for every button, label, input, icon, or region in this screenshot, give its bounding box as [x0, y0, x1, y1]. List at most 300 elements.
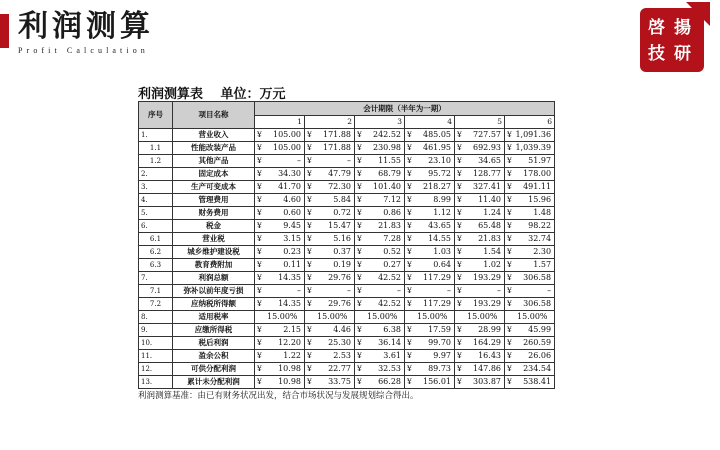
value-number: 306.58 — [523, 299, 552, 308]
table-row — [139, 298, 555, 311]
currency-symbol: ¥ — [307, 286, 312, 295]
currency-symbol: ¥ — [407, 273, 412, 282]
value-number: 72.30 — [328, 182, 351, 191]
currency-symbol: ¥ — [257, 325, 262, 334]
currency-symbol: ¥ — [257, 351, 262, 360]
currency-symbol: ¥ — [507, 260, 512, 269]
value-number: 0.52 — [383, 247, 401, 256]
value-cell — [455, 350, 505, 363]
value-number: 14.35 — [278, 273, 301, 282]
value-number: 193.29 — [473, 273, 501, 282]
table-body — [139, 129, 555, 389]
page-title: 利润测算 — [18, 9, 154, 44]
value-number: 26.06 — [528, 351, 552, 360]
value-cell — [455, 194, 505, 207]
value-cell — [505, 324, 555, 337]
currency-symbol: ¥ — [407, 208, 412, 217]
currency-symbol: ¥ — [457, 130, 462, 139]
value-number: 306.58 — [523, 273, 552, 282]
currency-symbol: ¥ — [457, 325, 462, 334]
value-number: 2.30 — [533, 247, 552, 256]
row-item-name: 盈余公积 — [173, 350, 255, 363]
currency-symbol: ¥ — [407, 364, 412, 373]
currency-symbol: ¥ — [257, 260, 262, 269]
table-row — [139, 285, 555, 298]
value-cell — [505, 155, 555, 168]
value-cell — [405, 168, 455, 181]
rate-cell: 15.00% — [405, 311, 455, 324]
currency-symbol: ¥ — [507, 195, 512, 204]
row-item-name: 固定成本 — [173, 168, 255, 181]
row-number: 1.2 — [139, 155, 173, 168]
value-cell — [405, 181, 455, 194]
currency-symbol: ¥ — [357, 273, 362, 282]
value-cell — [305, 220, 355, 233]
profit-table-container — [138, 101, 554, 389]
value-cell — [355, 298, 405, 311]
value-number: 7.12 — [383, 195, 401, 204]
value-number: 32.53 — [378, 364, 401, 373]
value-cell — [355, 181, 405, 194]
value-number: 42.52 — [378, 299, 401, 308]
value-number: 1,039.39 — [515, 143, 552, 152]
value-cell — [505, 194, 555, 207]
currency-symbol: ¥ — [357, 143, 362, 152]
value-number: – — [497, 286, 501, 295]
value-number: 15.96 — [528, 195, 552, 204]
currency-symbol: ¥ — [307, 208, 312, 217]
currency-symbol: ¥ — [307, 130, 312, 139]
table-row — [139, 246, 555, 259]
currency-symbol: ¥ — [357, 156, 362, 165]
value-number: 0.60 — [283, 208, 301, 217]
rate-cell: 15.00% — [455, 311, 505, 324]
currency-symbol: ¥ — [357, 247, 362, 256]
value-number: 156.01 — [423, 377, 451, 386]
row-number: 6.2 — [139, 246, 173, 259]
table-row — [139, 259, 555, 272]
value-number: 28.99 — [478, 325, 501, 334]
currency-symbol: ¥ — [357, 299, 362, 308]
value-number: 9.45 — [283, 221, 301, 230]
value-number: 10.98 — [278, 377, 301, 386]
row-number: 1. — [139, 129, 173, 142]
currency-symbol: ¥ — [407, 182, 412, 191]
value-number: 9.97 — [433, 351, 451, 360]
value-cell — [455, 363, 505, 376]
value-number: 128.77 — [473, 169, 501, 178]
value-number: 16.43 — [478, 351, 501, 360]
value-number: 117.29 — [423, 299, 451, 308]
currency-symbol: ¥ — [457, 234, 462, 243]
row-number: 3. — [139, 181, 173, 194]
value-cell — [405, 142, 455, 155]
currency-symbol: ¥ — [507, 221, 512, 230]
value-cell — [455, 142, 505, 155]
row-number: 7. — [139, 272, 173, 285]
value-number: 171.88 — [323, 130, 351, 139]
value-number: 171.88 — [323, 143, 351, 152]
value-cell — [305, 350, 355, 363]
currency-symbol: ¥ — [257, 182, 262, 191]
value-number: 1.22 — [283, 351, 301, 360]
currency-symbol: ¥ — [457, 273, 462, 282]
value-cell — [405, 324, 455, 337]
value-cell — [305, 194, 355, 207]
value-cell — [405, 350, 455, 363]
value-cell — [255, 142, 305, 155]
row-item-name: 营业税 — [173, 233, 255, 246]
value-cell — [405, 376, 455, 389]
row-number: 6. — [139, 220, 173, 233]
value-number: 6.38 — [383, 325, 401, 334]
currency-symbol: ¥ — [507, 325, 512, 334]
currency-symbol: ¥ — [257, 377, 262, 386]
currency-symbol: ¥ — [357, 260, 362, 269]
value-number: 491.11 — [523, 182, 552, 191]
row-item-name: 教育费附加 — [173, 259, 255, 272]
value-cell — [405, 233, 455, 246]
row-number: 10. — [139, 337, 173, 350]
currency-symbol: ¥ — [357, 208, 362, 217]
currency-symbol: ¥ — [457, 260, 462, 269]
table-row — [139, 350, 555, 363]
value-number: 34.65 — [478, 156, 501, 165]
logo-char: 技 — [648, 44, 665, 64]
value-cell — [455, 285, 505, 298]
value-number: 485.05 — [423, 130, 451, 139]
currency-symbol: ¥ — [307, 299, 312, 308]
value-number: 2.15 — [283, 325, 301, 334]
currency-symbol: ¥ — [357, 338, 362, 347]
value-number: – — [547, 286, 552, 295]
table-row — [139, 376, 555, 389]
value-number: 147.86 — [473, 364, 501, 373]
currency-symbol: ¥ — [307, 364, 312, 373]
table-row — [139, 194, 555, 207]
value-cell — [355, 324, 405, 337]
value-cell — [355, 376, 405, 389]
table-row — [139, 142, 555, 155]
currency-symbol: ¥ — [357, 364, 362, 373]
value-number: 21.83 — [378, 221, 401, 230]
value-cell — [255, 194, 305, 207]
currency-symbol: ¥ — [457, 286, 462, 295]
value-cell — [355, 337, 405, 350]
table-row — [139, 272, 555, 285]
table-row — [139, 220, 555, 233]
value-cell — [455, 155, 505, 168]
currency-symbol: ¥ — [407, 130, 412, 139]
value-cell — [305, 298, 355, 311]
value-cell — [355, 142, 405, 155]
value-cell — [505, 233, 555, 246]
rate-cell: 15.00% — [505, 311, 555, 324]
value-cell — [355, 194, 405, 207]
currency-symbol: ¥ — [407, 299, 412, 308]
value-cell — [405, 129, 455, 142]
currency-symbol: ¥ — [407, 156, 412, 165]
value-cell — [255, 233, 305, 246]
value-cell — [255, 207, 305, 220]
currency-symbol: ¥ — [507, 377, 512, 386]
value-number: 12.20 — [278, 338, 301, 347]
row-number: 5. — [139, 207, 173, 220]
value-number: 47.79 — [328, 169, 351, 178]
value-number: 234.54 — [523, 364, 552, 373]
table-row — [139, 311, 555, 324]
value-number: 0.37 — [333, 247, 351, 256]
page-subtitle: Profit Calculation — [18, 46, 149, 55]
value-cell — [405, 155, 455, 168]
row-number: 11. — [139, 350, 173, 363]
currency-symbol: ¥ — [407, 195, 412, 204]
currency-symbol: ¥ — [307, 195, 312, 204]
row-number: 6.1 — [139, 233, 173, 246]
value-cell — [455, 246, 505, 259]
currency-symbol: ¥ — [257, 130, 262, 139]
value-number: – — [447, 286, 451, 295]
currency-symbol: ¥ — [407, 338, 412, 347]
value-number: 178.00 — [523, 169, 552, 178]
table-row — [139, 324, 555, 337]
value-number: 1.48 — [533, 208, 552, 217]
value-cell — [505, 181, 555, 194]
value-cell — [405, 220, 455, 233]
value-number: 193.29 — [473, 299, 501, 308]
header-period: 会计期限（半年为一期） — [255, 102, 555, 116]
row-item-name: 税后利润 — [173, 337, 255, 350]
value-cell — [355, 285, 405, 298]
row-number: 2. — [139, 168, 173, 181]
value-number: 41.70 — [278, 182, 301, 191]
row-number: 6.3 — [139, 259, 173, 272]
currency-symbol: ¥ — [257, 156, 262, 165]
value-number: 14.35 — [278, 299, 301, 308]
row-item-name: 营业收入 — [173, 129, 255, 142]
row-item-name: 其他产品 — [173, 155, 255, 168]
currency-symbol: ¥ — [507, 286, 512, 295]
currency-symbol: ¥ — [507, 182, 512, 191]
table-row — [139, 155, 555, 168]
value-number: 42.52 — [378, 273, 401, 282]
table-row — [139, 363, 555, 376]
currency-symbol: ¥ — [457, 299, 462, 308]
value-number: 1.03 — [433, 247, 451, 256]
currency-symbol: ¥ — [457, 364, 462, 373]
currency-symbol: ¥ — [507, 156, 512, 165]
value-number: 3.61 — [383, 351, 401, 360]
value-number: 0.23 — [283, 247, 301, 256]
period-header-cell: 3 — [355, 116, 405, 129]
value-cell — [255, 129, 305, 142]
currency-symbol: ¥ — [257, 338, 262, 347]
currency-symbol: ¥ — [357, 234, 362, 243]
value-cell — [305, 285, 355, 298]
value-number: 22.77 — [328, 364, 351, 373]
profit-table — [138, 101, 555, 389]
value-number: 164.29 — [473, 338, 501, 347]
value-cell — [405, 285, 455, 298]
value-cell — [255, 324, 305, 337]
value-cell — [355, 207, 405, 220]
value-number: 68.79 — [378, 169, 401, 178]
title-accent-bar — [0, 14, 9, 48]
value-number: 0.86 — [383, 208, 401, 217]
row-item-name: 财务费用 — [173, 207, 255, 220]
value-number: 303.87 — [473, 377, 501, 386]
row-number: 12. — [139, 363, 173, 376]
currency-symbol: ¥ — [307, 169, 312, 178]
footnote: 利润测算基准：由已有财务状况出发，结合市场状况与发展规划综合得出。 — [138, 391, 419, 401]
value-cell — [255, 168, 305, 181]
value-cell — [405, 363, 455, 376]
value-cell — [505, 220, 555, 233]
value-number: 0.11 — [283, 260, 301, 269]
value-cell — [305, 233, 355, 246]
value-number: – — [297, 156, 301, 165]
currency-symbol: ¥ — [357, 182, 362, 191]
value-number: 0.27 — [383, 260, 401, 269]
value-cell — [305, 376, 355, 389]
currency-symbol: ¥ — [307, 221, 312, 230]
row-number: 4. — [139, 194, 173, 207]
currency-symbol: ¥ — [257, 247, 262, 256]
row-number: 7.1 — [139, 285, 173, 298]
currency-symbol: ¥ — [407, 169, 412, 178]
currency-symbol: ¥ — [507, 273, 512, 282]
value-number: 538.41 — [523, 377, 552, 386]
value-number: 5.16 — [333, 234, 351, 243]
table-row — [139, 207, 555, 220]
value-cell — [505, 168, 555, 181]
header-item: 项目名称 — [173, 102, 255, 129]
brand-logo — [640, 8, 704, 72]
value-cell — [355, 246, 405, 259]
value-number: 29.76 — [328, 273, 351, 282]
value-cell — [505, 259, 555, 272]
row-item-name: 性能改装产品 — [173, 142, 255, 155]
value-cell — [305, 363, 355, 376]
value-cell — [455, 129, 505, 142]
currency-symbol: ¥ — [407, 325, 412, 334]
currency-symbol: ¥ — [507, 351, 512, 360]
value-cell — [405, 272, 455, 285]
value-cell — [455, 168, 505, 181]
row-number: 9. — [139, 324, 173, 337]
currency-symbol: ¥ — [307, 351, 312, 360]
currency-symbol: ¥ — [507, 130, 512, 139]
row-number: 7.2 — [139, 298, 173, 311]
value-cell — [255, 298, 305, 311]
currency-symbol: ¥ — [507, 234, 512, 243]
row-item-name: 适用税率 — [173, 311, 255, 324]
value-cell — [355, 168, 405, 181]
value-number: 14.55 — [428, 234, 451, 243]
value-cell — [405, 259, 455, 272]
value-number: 51.97 — [528, 156, 552, 165]
value-number: 11.55 — [378, 156, 401, 165]
value-cell — [455, 220, 505, 233]
value-number: 17.59 — [428, 325, 451, 334]
value-number: 29.76 — [328, 299, 351, 308]
currency-symbol: ¥ — [457, 247, 462, 256]
value-number: 327.41 — [473, 182, 501, 191]
value-number: 8.99 — [433, 195, 451, 204]
currency-symbol: ¥ — [407, 247, 412, 256]
currency-symbol: ¥ — [507, 208, 512, 217]
value-cell — [255, 376, 305, 389]
value-cell — [505, 337, 555, 350]
currency-symbol: ¥ — [407, 221, 412, 230]
value-cell — [505, 207, 555, 220]
currency-symbol: ¥ — [457, 156, 462, 165]
value-number: 89.73 — [428, 364, 451, 373]
currency-symbol: ¥ — [457, 351, 462, 360]
slide-header — [0, 0, 720, 70]
value-number: 25.30 — [328, 338, 351, 347]
table-caption: 利润测算表 单位：万元 — [138, 87, 286, 102]
value-number: 34.30 — [278, 169, 301, 178]
currency-symbol: ¥ — [407, 377, 412, 386]
value-cell — [405, 194, 455, 207]
value-number: 32.74 — [528, 234, 552, 243]
period-header-cell: 1 — [255, 116, 305, 129]
logo-char: 啓 — [648, 18, 665, 38]
currency-symbol: ¥ — [507, 143, 512, 152]
period-header-cell: 2 — [305, 116, 355, 129]
value-cell — [455, 207, 505, 220]
currency-symbol: ¥ — [507, 338, 512, 347]
value-number: 242.52 — [373, 130, 401, 139]
row-item-name: 应纳税所得额 — [173, 298, 255, 311]
currency-symbol: ¥ — [257, 234, 262, 243]
value-cell — [305, 129, 355, 142]
currency-symbol: ¥ — [457, 143, 462, 152]
currency-symbol: ¥ — [357, 130, 362, 139]
row-item-name: 应缴所得税 — [173, 324, 255, 337]
value-cell — [355, 220, 405, 233]
value-number: 105.00 — [273, 143, 301, 152]
value-cell — [455, 181, 505, 194]
value-cell — [505, 363, 555, 376]
currency-symbol: ¥ — [357, 351, 362, 360]
logo-char: 研 — [674, 44, 691, 64]
value-cell — [355, 155, 405, 168]
value-cell — [455, 376, 505, 389]
value-number: – — [347, 156, 351, 165]
value-number: 461.95 — [423, 143, 451, 152]
value-number: 3.15 — [283, 234, 301, 243]
currency-symbol: ¥ — [307, 325, 312, 334]
currency-symbol: ¥ — [357, 325, 362, 334]
value-number: 0.72 — [333, 208, 351, 217]
currency-symbol: ¥ — [407, 286, 412, 295]
value-cell — [455, 272, 505, 285]
value-number: 23.10 — [428, 156, 451, 165]
currency-symbol: ¥ — [257, 364, 262, 373]
value-number: 1.24 — [483, 208, 501, 217]
table-row — [139, 233, 555, 246]
value-number: 1.12 — [433, 208, 451, 217]
currency-symbol: ¥ — [457, 377, 462, 386]
header-seq: 序号 — [139, 102, 173, 129]
value-number: 43.65 — [428, 221, 451, 230]
value-number: 101.40 — [373, 182, 401, 191]
value-cell — [305, 207, 355, 220]
value-cell — [305, 181, 355, 194]
value-number: 66.28 — [378, 377, 401, 386]
